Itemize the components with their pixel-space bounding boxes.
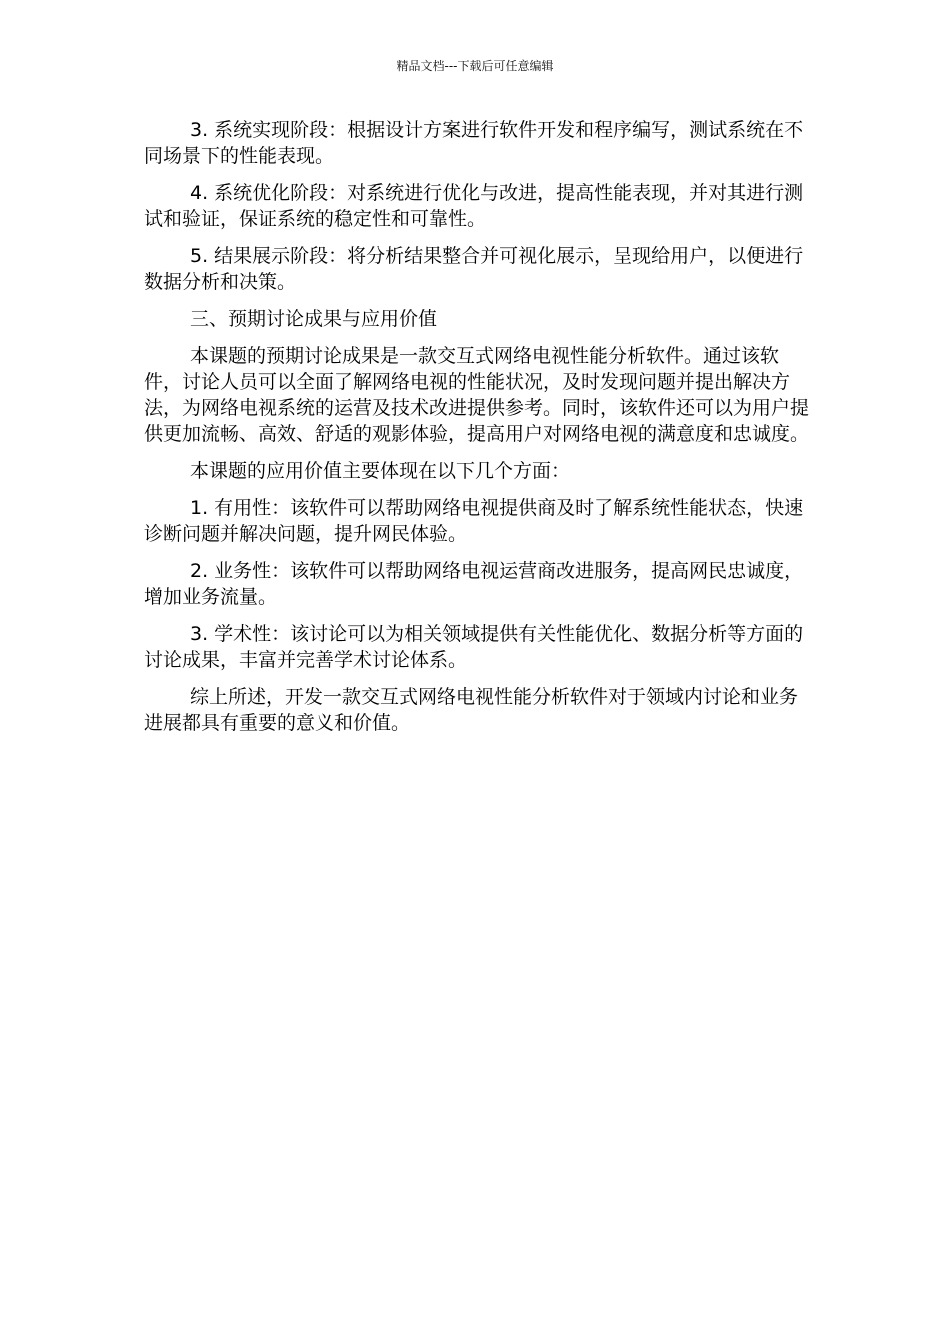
paragraph-value-1: 1. 有用性：该软件可以帮助网络电视提供商及时了解系统性能状态，快速诊断问题并解决问题，提升网民体验。	[144, 497, 804, 545]
paragraph-phase-5: 5. 结果展示阶段：将分析结果整合并可视化展示，呈现给用户，以便进行数据分析和决策。	[144, 245, 804, 293]
paragraph-conclusion: 综上所述，开发一款交互式网络电视性能分析软件对于领域内讨论和业务进展都具有重要的意义和价值。	[144, 686, 799, 734]
paragraph-expected-results: 本课题的预期讨论成果是一款交互式网络电视性能分析软件。通过该软件，讨论人员可以全面了解网络电视的性能状况，及时发现问题并提出解决方法，为网络电视系统的运营及技术改进提供参考。同时，该软件还可以为用户提供更加流畅、高效、舒适的观影体验，提高用户对网络电视的满意度和忠诚度。	[144, 345, 810, 445]
paragraph-phase-4: 4. 系统优化阶段：对系统进行优化与改进，提高性能表现，并对其进行测试和验证，保证系统的稳定性和可靠性。	[144, 182, 804, 230]
document-body	[144, 117, 812, 747]
paragraph-value-3: 3. 学术性：该讨论可以为相关领域提供有关性能优化、数据分析等方面的讨论成果，丰富并完善学术讨论体系。	[144, 623, 804, 671]
section-heading: 三、预期讨论成果与应用价值	[190, 308, 438, 330]
paragraph-value-2: 2. 业务性：该软件可以帮助网络电视运营商改进服务，提高网民忠诚度，增加业务流量。	[144, 560, 804, 608]
paragraph-phase-3: 3. 系统实现阶段：根据设计方案进行软件开发和程序编写，测试系统在不同场景下的性能表现。	[144, 119, 804, 167]
paragraph-value-intro: 本课题的应用价值主要体现在以下几个方面：	[190, 460, 571, 482]
page-header: 精品文档---下载后可任意编辑	[396, 59, 554, 73]
